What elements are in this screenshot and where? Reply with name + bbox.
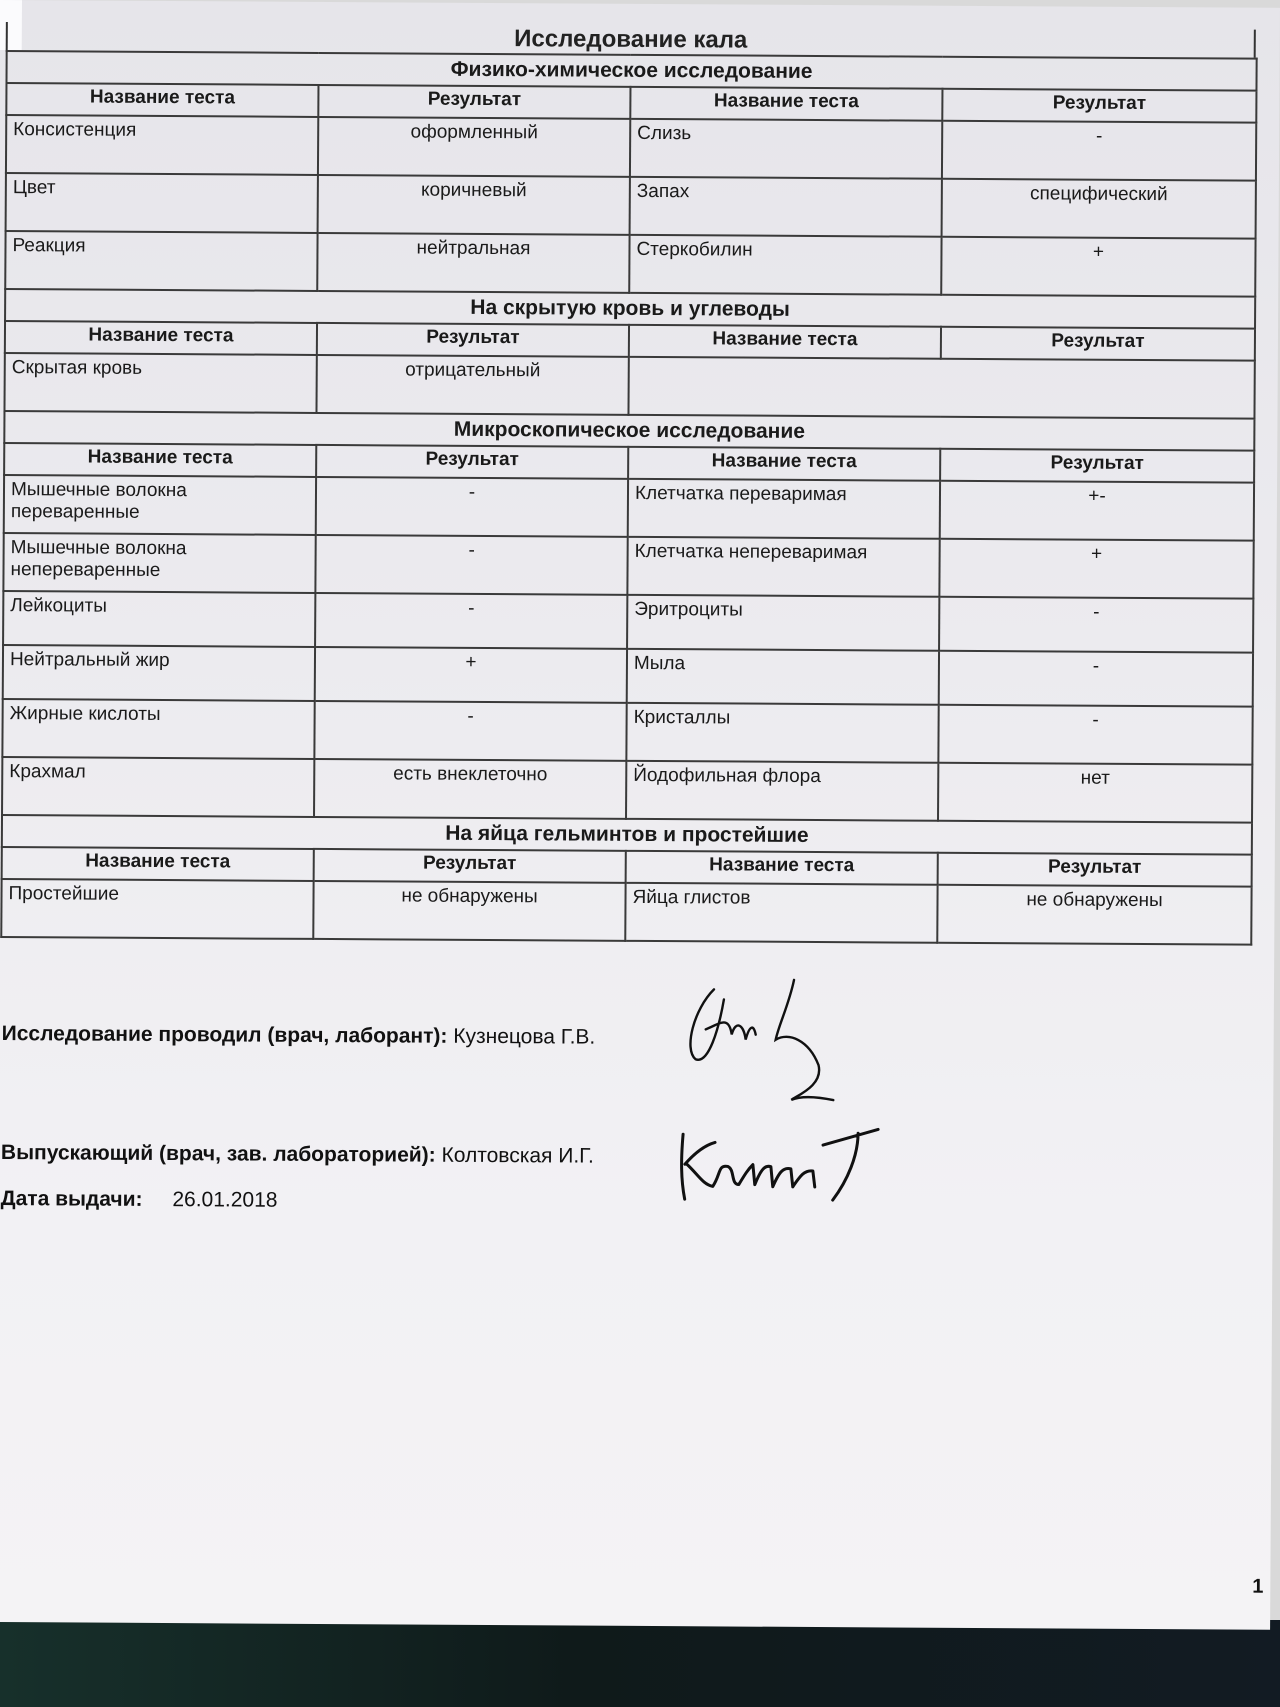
released-by-name: Колтовская И.Г. <box>441 1143 594 1168</box>
test-name: Эритроциты <box>627 595 939 651</box>
col-header-result: Результат <box>940 449 1254 483</box>
test-result: - <box>942 121 1256 181</box>
test-name: Клетчатка непереваримая <box>627 537 939 597</box>
table-row <box>3 533 1253 599</box>
test-name: Реакция <box>5 231 317 291</box>
table-row <box>6 115 1256 181</box>
table-row <box>2 757 1252 823</box>
test-result: не обнаружены <box>937 885 1251 945</box>
col-header-test-name: Название теста <box>2 847 314 881</box>
results-table <box>0 50 1257 946</box>
test-result: - <box>938 705 1252 765</box>
test-result: нейтральная <box>317 233 629 293</box>
test-name: Жирные кислоты <box>2 699 314 759</box>
table-row <box>2 699 1252 765</box>
section-title: Микроскопическое исследование <box>4 411 1254 451</box>
test-result: отрицательный <box>316 355 628 415</box>
empty-cell <box>628 357 1254 419</box>
col-header-test-name: Название теста <box>4 443 316 477</box>
test-result: - <box>316 477 628 537</box>
test-name: Крахмал <box>2 757 314 817</box>
col-header-test-name: Название теста <box>5 321 317 355</box>
test-result: - <box>939 597 1253 653</box>
table-row <box>3 591 1253 653</box>
performed-by-name: Кузнецова Г.В. <box>453 1024 596 1049</box>
col-header-test-name: Название теста <box>628 447 940 481</box>
test-result: не обнаружены <box>313 881 625 941</box>
table-row <box>3 645 1253 707</box>
col-header-result: Результат <box>317 323 629 357</box>
test-name: Запах <box>630 177 942 237</box>
test-result: коричневый <box>318 175 630 235</box>
test-result: - <box>315 535 627 595</box>
test-name: Мышечные волокна непереваренные <box>3 533 315 593</box>
page-number: 1 <box>1252 1575 1264 1598</box>
test-name: Цвет <box>6 173 318 233</box>
test-name: Йодофильная флора <box>626 761 938 821</box>
col-header-result: Результат <box>942 89 1256 123</box>
table-row <box>1 879 1251 945</box>
signature-1 <box>683 969 864 1110</box>
col-header-test-name: Название теста <box>626 851 938 885</box>
col-header-test-name: Название теста <box>6 83 318 117</box>
released-by-label: Выпускающий (врач, зав. лабораторией): <box>0 1141 436 1167</box>
col-header-result: Результат <box>938 853 1252 887</box>
test-name: Скрытая кровь <box>4 353 316 413</box>
test-result: +- <box>940 481 1254 541</box>
col-header-test-name: Название теста <box>629 325 941 359</box>
test-result: - <box>939 651 1253 707</box>
test-result: нет <box>938 763 1252 823</box>
table-row <box>4 475 1254 541</box>
section-title: На яйца гельминтов и простейшие <box>2 815 1252 855</box>
col-header-result: Результат <box>316 445 628 479</box>
test-name: Клетчатка переваримая <box>628 479 940 539</box>
test-name: Мыла <box>627 649 939 705</box>
test-name: Стеркобилин <box>629 235 941 295</box>
issue-date-label: Дата выдачи: <box>0 1187 143 1211</box>
issue-date-line <box>1 1187 901 1216</box>
col-header-result: Результат <box>314 849 626 883</box>
test-result: - <box>315 593 627 649</box>
test-result: + <box>941 237 1255 297</box>
test-result: - <box>314 701 626 761</box>
test-name: Лейкоциты <box>3 591 315 647</box>
col-header-test-name: Название теста <box>630 87 942 121</box>
desk-background <box>0 1620 1280 1707</box>
section-title: Физико-химическое исследование <box>6 51 1256 91</box>
test-result: специфический <box>942 179 1256 239</box>
table-row <box>6 173 1256 239</box>
issue-date: 26.01.2018 <box>172 1188 278 1212</box>
table-row <box>4 353 1254 419</box>
table-row <box>5 231 1255 297</box>
test-name: Мышечные волокна переваренные <box>4 475 316 535</box>
test-name: Кристаллы <box>626 703 938 763</box>
test-result: + <box>939 539 1253 599</box>
test-result: + <box>315 647 627 703</box>
col-header-result: Результат <box>941 327 1255 361</box>
col-header-result: Результат <box>318 85 630 119</box>
lab-report <box>0 22 1256 946</box>
test-name: Консистенция <box>6 115 318 175</box>
document-title: Исследование кала <box>6 22 1256 58</box>
test-name: Слизь <box>630 119 942 179</box>
test-name: Нейтральный жир <box>3 645 315 701</box>
test-name: Простейшие <box>1 879 313 939</box>
test-name: Яйца глистов <box>625 883 937 943</box>
test-result: оформленный <box>318 117 630 177</box>
performed-by-label: Исследование проводил (врач, лаборант): <box>1 1022 448 1048</box>
section-title: На скрытую кровь и углеводы <box>5 289 1255 329</box>
test-result: есть внеклеточно <box>314 759 626 819</box>
